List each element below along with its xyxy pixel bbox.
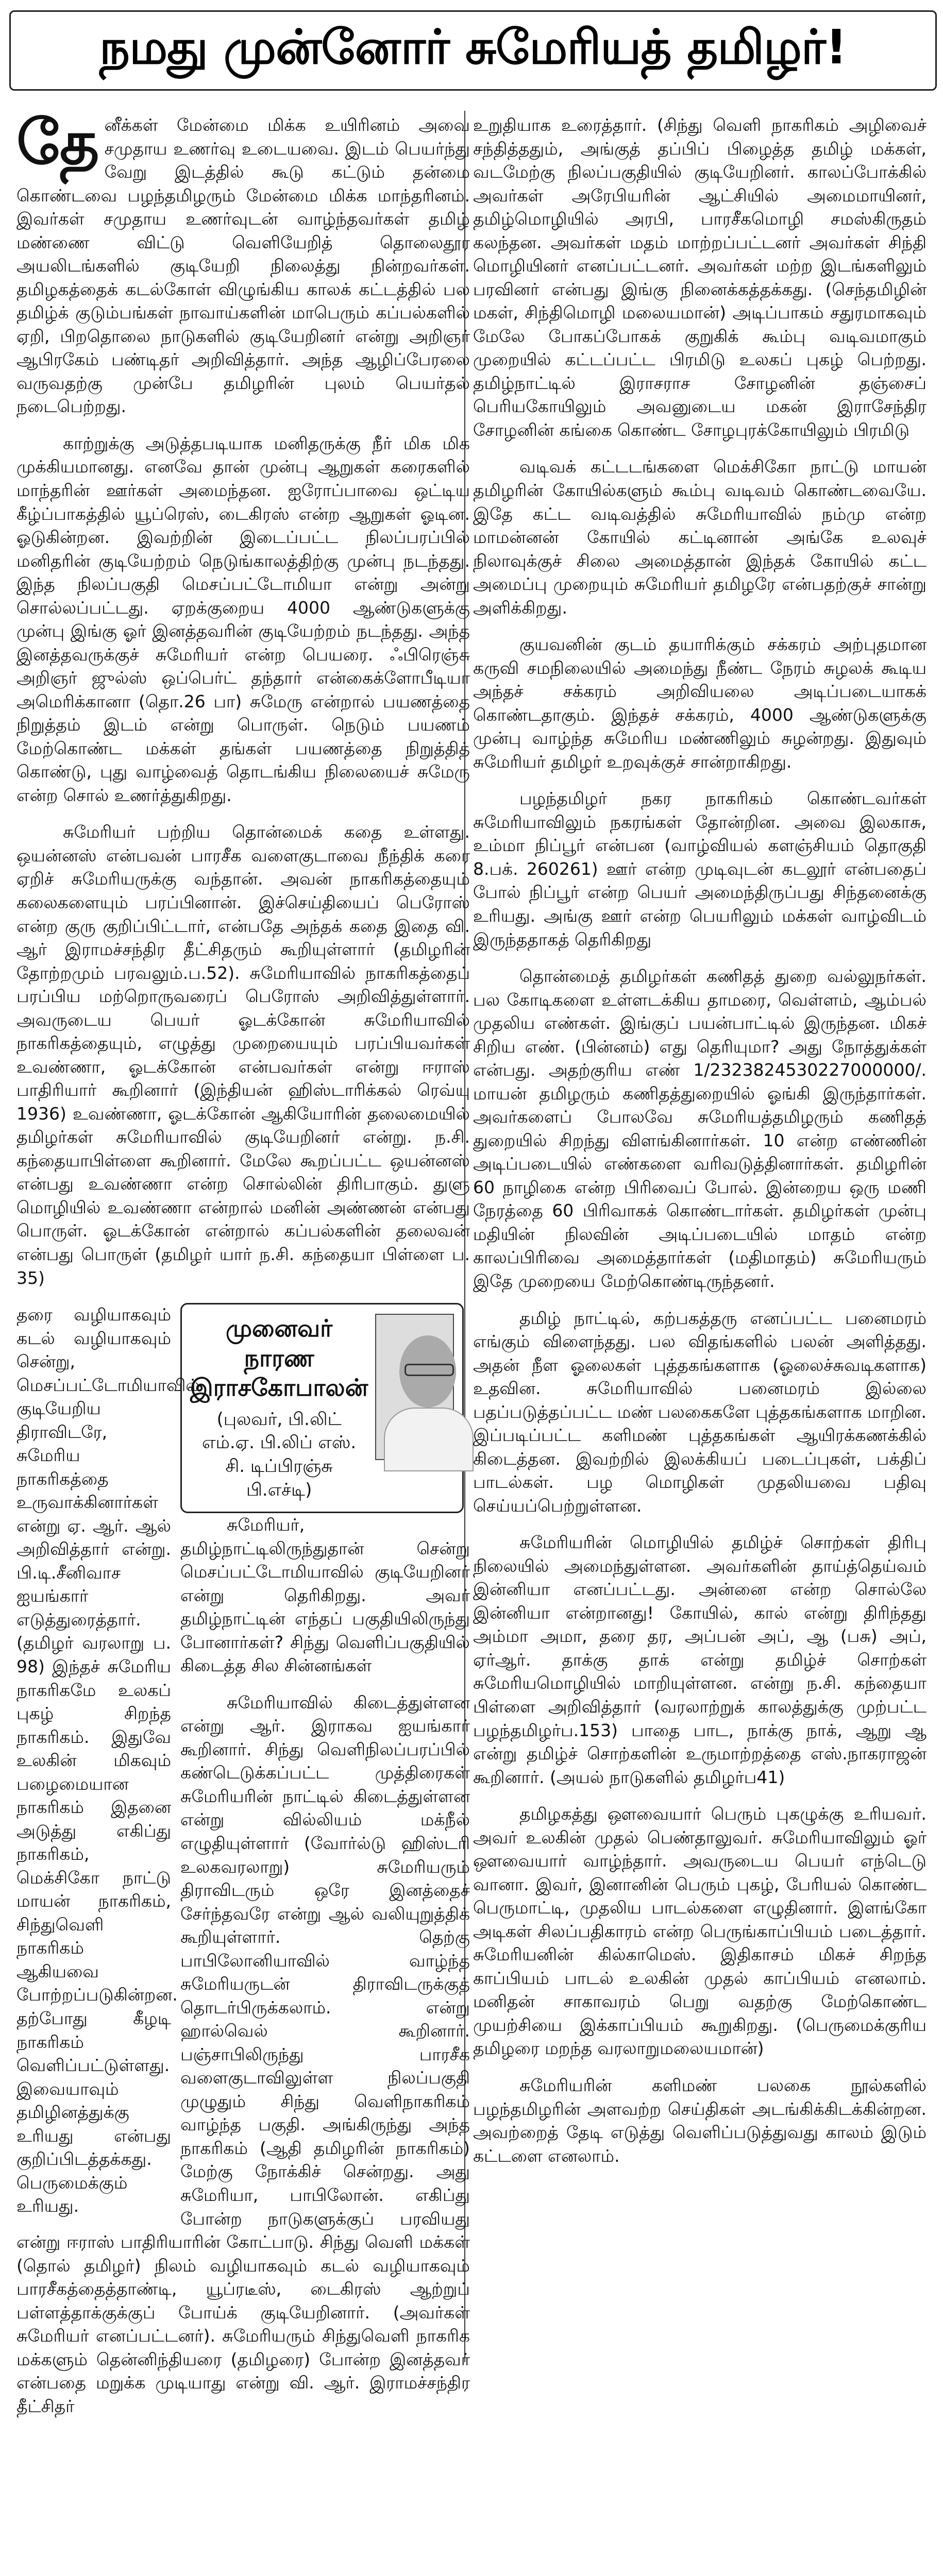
paragraph: சுமேரியரின் மொழியில் தமிழ்ச் சொற்கள் திரிபு நிலையில் அமைந்துள்ளன. அவர்களின் தாய்த்தெய்வம் இன்னியா எனப்பட்டது. அன்னை என்ற சொல்லே இன்னியா என்றானது! கோயில், கால் என்று திரிந்தது அம்மா அமா, தரை தர, அப்பன் அப், ஆ (பசு) அப், ஏர்ஆர். தாக்கு தாக் என்று தமிழ்ச் சொற்கள் சுமேரியமொழியில் மாறியுள்ளன. என்று ந.சி. கந்தையா பிள்ளை அறிவித்தார் (வரலாற்றுக் காலத்துக்கு முற்பட்ட பழந்தமிழர்ப.153) பாதை பாட, நாக்கு நாக், ஆறு ஆ என்று தமிழ்ச் சொற்களின் உருமாற்றத்தை எஸ்.நாகராஜன் கூறினார். (அயல் நாடுகளில் தமிழர்ப41) [473, 1532, 927, 1787]
paragraph-text: னீக்கள் மேன்மை மிக்க உயிரினம் அவை சமுதாய உணர்வு உடையவை. இடம் பெயர்ந்து வேறு இடத்தில் கூடு கட்டும் தன்மை கொண்டவை பழந்தமிழரும் மேன்மை மிக்க மாந்தரினம். இவர்கள் சமுதாய உணர்வுடன் வாழ்ந்தவர்கள் தமிழ் மண்ணை விட்டு வெளியேறித் தொலைதூர அயலிடங்களில் குடியேறி நிலைத்து நின்றவர்கள். தமிழகத்தைக் கடல்கோள் விழுங்கிய காலக் கட்டத்தில் பல தமிழ்க் குடும்பங்கள் நாவாய்களின் மாபெரும் கப்பல்களில் ஏறி, பிறதொலை நாடுகளில் குடியேறினர் என்று அறிஞர் ஆபிரகேம் பண்டிதர் அறிவித்தார். அந்த ஆழிப்பேரலை வருவதற்கு முன்பே தமிழரின் புலம் பெயர்தல் நடைபெற்றது. [16, 115, 470, 417]
paragraph: குயவனின் குடம் தயாரிக்கும் சக்கரம் அற்புதமான கருவி சமநிலையில் அமைந்து நீண்ட நேரம் சுழலக் கூடிய அந்தச் சக்கரம் அறிவியலை அடிப்படையாகக் கொண்டதாகும். இந்தச் சக்கரம், 4000 ஆண்டுகளுக்கு முன்பு வாழ்ந்த சுமேரிய மண்ணிலும் சுழன்றது. இதுவும் சுமேரியர் தமிழர் உறவுக்குச் சான்றாகிறது. [473, 634, 927, 772]
paragraph: சுமேரியாவில் கிடைத்துள்ளன என்று ஆர். இராகவ ஐயங்கார் கூறினார். சிந்து வெளிநிலப்பரப்பில் கண்டெடுக்கப்பட்ட முத்திரைகள் சுமேரியரின் நாட்டில் கிடைத்துள்ளன என்று வில்லியம் மக்நீல் எழுதியுள்ளார் (வோர்ல்டு ஹிஸ்டரி உலகவரலாறு) சுமேரியரும் திராவிடரும் ஒரே இனத்தைச் சேர்ந்தவரே என்று ஆல் வலியுறுத்திக் கூறியுள்ளார். தெற்கு பாபிலோனியாவில் வாழ்ந்த சுமேரியருடன் திராவிடருக்குத் தொடர்பிருக்கலாம். என்று ஹால்வெல் கூறினார். பஞ்சாபிலிருந்து பாரசீக வளைகுடாவிலுள்ள நிலப்பகுதி முழுதும் சிந்து வெளிநாகரிகம் வாழ்ந்த பகுதி. அங்கிருந்து அந்த நாகரிகம் (ஆதி தமிழரின் நாகரிகம்) மேற்கு நோக்கிச் சென்றது. அது சுமேரியா, பாபிலோன். எகிப்து போன்ற நாடுகளுக்குப் பரவியது என்று ஈராஸ் பாதிரியாரின் கோட்பாடு. சிந்து வெளி மக்கள் (தொல் தமிழர்) நிலம் வழியாகவும் கடல் வழியாகவும் பாரசீகத்தைத்தாண்டி, யூப்ரடீஸ், டைகிரஸ் ஆற்றுப் பள்ளத்தாக்குக்குப் போய்க் குடியேறினார். (அவர்கள் சுமேரியர் எனப்பட்டனர்). சுமேரியரும் சிந்துவெளி நாகரிக மக்களும் தென்னிந்தியரை (தமிழரை) போன்ற இனத்தவர் என்பதை மறுக்க முடியாது என்று வி. ஆர். இராமச்சந்திர தீட்சிதர் [16, 1692, 470, 2416]
paragraph: தமிழகத்து ஔவையார் பெரும் புகழுக்கு உரியவர். அவர் உலகின் முதல் பெண்தாலுவர். சுமேரியாவிலும் ஓர் ஔவையார் வாழ்ந்தார். அவருடைய பெயர் எந்டெடு வானா. இவர், இனானின் பெரும் புகழ், பேரியல் கொண்ட பெருமாட்டி, முதலிய பாடல்களை எழுதினார். இளங்கோ அடிகள் சிலப்பதிகாரம் என்ற பெருங்காப்பியம் படைத்தார். சுமேரியனின் கில்காமெஸ். இதிகாசம் மிகச் சிறந்த காப்பியம் பாடல் உலகின் முதல் காப்பியம் எனலாம். மனிதன் சாகாவரம் பெறு வதற்கு மேற்கொண்ட முயற்சியை இக்காப்பியம் கூறுகிறது. (பெருமைக்குரிய தமிழரை மறந்த வரலாறுமலையமான்) [473, 1804, 927, 2059]
paragraph: தரை வழியாகவும் கடல் வழியாகவும் சென்று, மெசப்பட்டோமியாவில் குடியேறிய திராவிடரே, சுமேரிய நாகரிகத்தை உருவாக்கினார்கள் என்று ஏ. ஆர். ஆல் அறிவித்தார் என்று. பி.டி.சீனிவாச ஐயங்கார் எடுத்துரைத்தார். (தமிழர் வரலாறு ப. 98) இந்தச் சுமேரிய நாகரிகமே உலகப் புகழ் சிறந்த நாகரிகம். இதுவே உலகின் மிகவும் பழைமையான நாகரிகம் இதனை அடுத்து எகிப்து நாகரிகம், மெக்சிகோ நாட்டு மாயன் நாகரிகம், சிந்துவெளி நாகரிகம் ஆகியவை போற்றப்படுகின்றன. தற்போது கீழடி நாகரிகம் வெளிப்பட்டுள்ளது. இவையாவும் தமிழினத்துக்கு உரியது என்பது குறிப்பிடத்தக்கது. பெருமைக்கும் உரியது. [16, 1304, 200, 2216]
paragraph: வடிவக் கட்டடங்களை மெக்சிகோ நாட்டு மாயன் தமிழரின் கோயில்களும் கூம்பு வடிவம் கொண்டவையே. இதே கட்ட வடிவத்தில் சுமேரியாவில் நம்மு என்ற மாமன்னன் கோயில் கட்டினான் அங்கே உலவுச் நிலாவுக்குச் சிலை அமைத்தான் இந்தக் கோயில் கட்ட அமைப்பு முறையும் சுமேரியர் தமிழரே என்பதற்குச் சான்று அளிக்கிறது. [473, 456, 927, 618]
paragraph: உறுதியாக உரைத்தார். (சிந்து வெளி நாகரிகம் அழிவைச் சந்தித்ததும், அங்குத் தப்பிப் பிழைத்த தமிழ் மக்கள், வடமேற்கு நிலப்பகுதியில் குடியேறினர். காலப்போக்கில் அவர்கள் அரேபியரின் ஆட்சியில் அமைமாயினர், தமிழ்மொழியில் அரபி, பாரசீகமொழி சமஸ்கிருதம் கலந்தன. அவர்கள் மதம் மாற்றப்பட்டனர் அவர்கள் சிந்தி மொழியினர் எனப்பட்டனர். அவர்கள் மற்ற இடங்களிலும் பரவினர் என்பது இங்கு நினைக்கத்தக்கது. (செந்தமிழின் மகள், சிந்திமொழி மலையமான்) அடிப்பாகம் சதுரமாகவும் மேலே போகப்போகக் குறுகிக் கூம்பு வடிவமாகும் முறையில் கட்டப்பட்ட பிரமிடு உலகப் புகழ் பெற்றது. தமிழ்நாட்டில் இராசராச சோழனின் தஞ்சைப் பெரியகோயிலும் அவனுடைய மகன் இராசேந்திர சோழனின் கங்கை கொண்ட சோழபுரக்கோயிலும் பிரமிடு [473, 115, 927, 440]
paragraph: தமிழ் நாட்டில், கற்பகத்தரு எனப்பட்ட பனைமரம் எங்கும் விளைந்தது. பல விதங்களில் பலன் அளித்தது. அதன் நீள ஓலைகள் புத்தகங்களாக (ஓலைச்சுவடிகளாக) உதவின. சுமேரியாவில் பனைமரம் இல்லை பதப்படுத்தப்பட்ட மண் பலகைகளே புத்தகங்களாக மாறின. இப்படிப்பட்ட களிமண் புத்தகங்கள் ஆயிரக்கணக்கில் கிடைத்தன. இவற்றில் இலக்கியப் படைப்புகள், பக்திப் பாடல்கள். பழ மொழிகள் முதலியவை பதிவு செய்யப்பெற்றுள்ளன. [473, 1308, 927, 1516]
author-degrees: (புலவர், பி.லிட் எம்.ஏ. பி.லிப் எஸ். சி. டிப்பிரஞ்சு பி.எச்டி) [201, 1409, 357, 1501]
author-photo [375, 1314, 454, 1460]
paragraph: தொன்மைத் தமிழர்கள் கணிதத் துறை வல்லுநர்கள். பல கோடிகளை உள்ளடக்கிய தாமரை, வெள்ளம், ஆம்பல் முதலிய எண்கள். இங்குப் பயன்பாட்டில் இருந்தன. மிகச் சிறிய எண். (பின்னம்) எது தெரியுமா? அது நோத்துக்கள் என்பது. அதற்குரிய எண் 1/2323824530227000000/. மாயன் தமிழரும் கணிதத்துறையில் ஓங்கி இருந்தார்கள். அவர்களைப் போலவே சுமேரியத்தமிழரும் கணிதத் துறையில் சிறந்து விளங்கினார்கள். 10 என்ற எண்ணின் அடிப்படையில் எண்களை வரிவடுத்தினார்கள். தமிழரின் 60 நாழிகை என்ற பிரிவைப் போல். இன்றைய ஒரு மணி நேரத்தை 60 பிரிவாகக் கொண்டார்கள். தமிழர்கள் முன்பு மதியின் நிலவின் அடிப்படையில் மாதம் என்ற காலப்பிரிவை அமைத்தார்கள் (மதிமாதம்) சுமேரியரும் இதே முறையை மேற்கொண்டிருந்தனர். [473, 966, 927, 1291]
author-name: முனைவர் நாரண இராசகோபாலன் [190, 1314, 368, 1402]
paragraph: சுமேரியர், தமிழ்நாட்டிலிருந்துதான் சென்று மெசப்பட்டோமியாவில் குடியேறினர் என்று தெரிகிறது. அவர் தமிழ்நாட்டின் எந்தப் பகுதியிலிருந்து போனார்கள்? சிந்து வெளிப்பகுதியில் கிடைத்த சில சின்னங்கள் [180, 1515, 470, 1676]
paragraph: பழந்தமிழர் நகர நாகரிகம் கொண்டவர்கள் சுமேரியாவிலும் நகரங்கள் தோன்றின. அவை இலகாசு, உம்மா நிப்பூர் என்பன (வாழ்வியல் களஞ்சியம் தொகுதி 8.பக். 260261) ஊர் என்ற முடிவுடன் கடலூர் என்பதைப் போல் நிப்பூர் என்ற பெயர் அமைந்திருப்பது சிந்தனைக்கு உரியது. அங்கு ஊர் என்ற பெயரிலும் மக்கள் வாழ்விடம் இருந்ததாகத் தெரிகிறது [473, 788, 927, 950]
right-column [473, 113, 927, 2181]
paragraph: சுமேரியரின் களிமண் பலகை நூல்களில் பழந்தமிழரின் அளவற்ற செய்திகள் அடங்கிக்கிடக்கின்றன. அவற்றைத் தேடி எடுத்து வெளிப்படுத்துவது காலம் இடும் கட்டளை எனலாம். [473, 2075, 927, 2166]
drop-cap: தே [16, 106, 99, 178]
photo-body [384, 1408, 474, 1471]
photo-glasses [405, 1364, 454, 1376]
paragraph: சுமேரியர் பற்றிய தொன்மைக் கதை உள்ளது. ஒயன்னஸ் என்பவன் பாரசீக வளைகுடாவை நீந்திக் கரை ஏறிச் சுமேரியருக்கு வந்தான். அவன் நாகரிகத்தையும் கலைகளையும் பரப்பினான். இச்செய்தியைப் பெரோஸ் என்ற குரு குறிப்பிட்டார், என்பதே அந்தக் கதை இதை வி. ஆர் இராமச்சந்திர தீட்சிதரும் கூறியுள்ளார் (தமிழரின் தோற்றமும் பரவலும்.ப.52). சுமேரியாவில் நாகரிகத்தைப் பரப்பிய மற்றொருவரைப் பெரோஸ் அறிவித்துள்ளார். அவருடைய பெயர் ஓடக்கோன் சுமேரியாவில் நாகரிகத்தையும், எழுத்து முறையையும் பரப்பியவர்கள் உவண்ணா, ஓடக்கோன் என்பவர்கள் என்று ஈராஸ் பாதிரியார் கூறினார் (இந்தியன் ஹிஸ்டாரிக்கல் ரெவ்யு 1936) உவண்ணா, ஓடக்கோன் ஆகியோரின் தலைமையில் தமிழர்கள் சுமேரியாவில் குடியேறினர் என்று. ந.சி. கந்தையாபிள்ளை கூறினார். மேலே கூறப்பட்ட ஒயன்னஸ் என்பது உவண்ணா என்ற சொல்லின் திரிபாகும். துளு மொழியில் உவண்ணா என்றால் மனின் அண்ணன் என்பது பொருள். ஓடக்கோன் என்றால் கப்பல்களின் தலைவன் என்பது பொருள் (தமிழர் யார் ந.சி. கந்தையா பிள்ளை ப. 35) [16, 822, 470, 1288]
paragraph [16, 106, 470, 418]
author-info [190, 1314, 368, 1502]
left-column [16, 106, 470, 2431]
paragraph: காற்றுக்கு அடுத்தபடியாக மனிதருக்கு நீர் மிக மிக முக்கியமானது. எனவே தான் முன்பு ஆறுகள் கரைகளில் மாந்தரின் ஊர்கள் அமைந்தன. ஐரோப்பாவை ஒட்டிய கீழ்ப்பாகத்தில் யூப்ரெஸ், டைகிரஸ் என்ற ஆறுகள் ஓடின. ஓடுகின்றன. இவற்றின் இடைப்பட்ட நிலப்பரப்பில் மனிதரின் குடியேற்றம் நெடுங்காலத்திற்கு முன்பு நடந்தது. இந்த நிலப்பகுதி மெசப்பட்டோமியா என்று அன்று சொல்லப்பட்டது. ஏறக்குறைய 4000 ஆண்டுகளுக்கு முன்பு இங்கு ஓர் இனத்தவரின் குடியேற்றம் நடந்தது. அந்த இனத்தவருக்குச் சுமேரியர் என்ற பெயரை. ஃபிரெஞ்சு அறிஞர் ஜுல்ஸ் ஒப்பெர்ட் தந்தார் என்கைக்ளோபீடியா அமெரிக்கானா (தொ.26 பா) சுமேரு என்றால் பயணத்தை நிறுத்தம் இடம் என்று பொருள். நெடும் பயணம் மேற்கொண்ட மக்கள் தங்கள் பயணத்தை நிறுத்தித் கொண்டு, புது வாழ்வைத் தொடங்கிய நிலையைச் சுமேரு என்ற சொல் உணர்த்துகிறது. [16, 433, 470, 805]
author-box [180, 1303, 464, 1513]
article-title: நமது முன்னோர் சுமேரியத் தமிழர்! [9, 10, 937, 91]
